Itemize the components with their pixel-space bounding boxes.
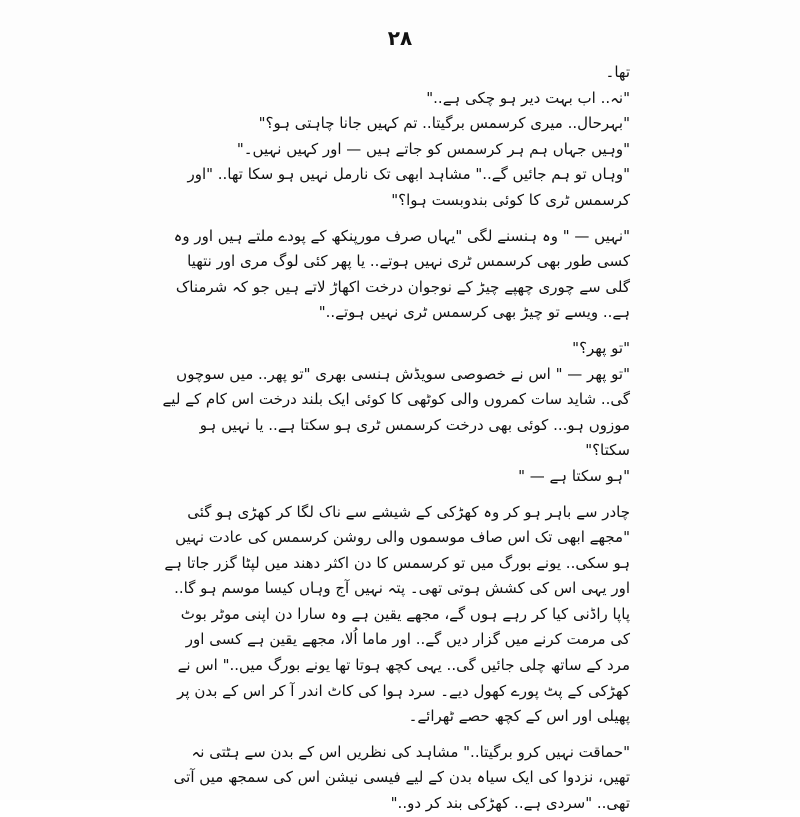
- paragraph-6: "نہیں — " وہ ہنسنے لگی "یہاں صرف مورپنکھ کے پودے ملتے ہیں اور وہ کسی طور بھی کرسمس ٹری نہیں ہوتے.. یا پھر کئی لوگ مری اور نتھیا گلی سے چوری چھپے چیڑ کے نوجوان درخت اکھاڑ لاتے ہیں جو کہ شرمناک ہے.. ویسے تو چیڑ بھی کرسمس ٹری نہیں ہوتے..": [173, 226, 630, 322]
- page-number: ٢٨: [387, 26, 413, 50]
- paragraph-7: "تو پھر؟": [572, 338, 630, 357]
- paragraph-9: "ہو سکتا ہے — ": [518, 466, 630, 485]
- paragraph-gap: [160, 490, 630, 500]
- paragraph-4: "وہیں جہاں ہم ہر کرسمس کو جاتے ہیں — اور کہیں نہیں۔": [236, 139, 630, 158]
- paragraph-10: چادر سے باہر ہو کر وہ کھڑکی کے شیشے سے ناک لگا کر کھڑی ہو گئی "مجھے ابھی تک اس صاف موسموں والی روشن کرسمس کی عادت نہیں ہو سکی.. یونے بورگ میں تو کرسمس کا دن اکثر دھند میں لپٹا گزر جاتا ہے اور یہی اس کی کشش ہوتی تھی۔ پتہ نہیں آج وہاں کیسا موسم ہو گا.. پاپا راڈنی کیا کر رہے ہوں گے، مجھے یقین ہے وہ سارا دن اپنی موٹر بوٹ کی مرمت کرنے میں گزار دیں گے.. اور ماما اُلا، مجھے یقین ہے کسی اور مرد کے ساتھ چلی جائیں گی.. یہی کچھ ہوتا تھا یونے بورگ میں.." اس نے کھڑکی کے پٹ پورے کھول دیے۔ سرد ہوا کی کاٹ اندر آ کر اس کے بدن پر پھیلی اور اس کے کچھ حصے ٹھرائے۔: [164, 502, 630, 726]
- paragraph-gap: [160, 730, 630, 740]
- paragraph-2: "نہ.. اب بہت دیر ہو چکی ہے..": [426, 88, 630, 107]
- paragraph-5: "وہاں تو ہم جائیں گے.." مشاہد ابھی تک نارمل نہیں ہو سکا تھا.. "اور کرسمس ٹری کا کوئی بندوبست ہوا؟": [187, 165, 630, 209]
- paragraph-gap: [160, 326, 630, 336]
- paragraph-3: "بہرحال.. میری کرسمس برگیتا.. تم کہیں جانا چاہتی ہو؟": [258, 114, 630, 133]
- page-text: [160, 60, 630, 817]
- paragraph-11: "حماقت نہیں کرو برگیتا.." مشاہد کی نظریں اس کے بدن سے ہٹتی نہ تھیں، نزدوا کی ایک سیاہ بدن کے لیے فیسی نیشن اس کی سمجھ میں آتی تھی.. "سردی ہے.. کھڑکی بند کر دو..": [173, 742, 630, 813]
- paragraph-8: "تو پھر — " اس نے خصوصی سویڈش ہنسی بھری "تو پھر.. میں سوچوں گی.. شاید سات کمروں والی کوٹھی کا کوئی ایک بلند درخت اس کام کے لیے موزوں ہو... کوئی بھی درخت کرسمس ٹری ہو سکتا ہے.. یا نہیں ہو سکتا؟": [162, 364, 630, 460]
- paragraph-gap: [160, 214, 630, 224]
- paragraph-1: تھا۔: [605, 63, 630, 81]
